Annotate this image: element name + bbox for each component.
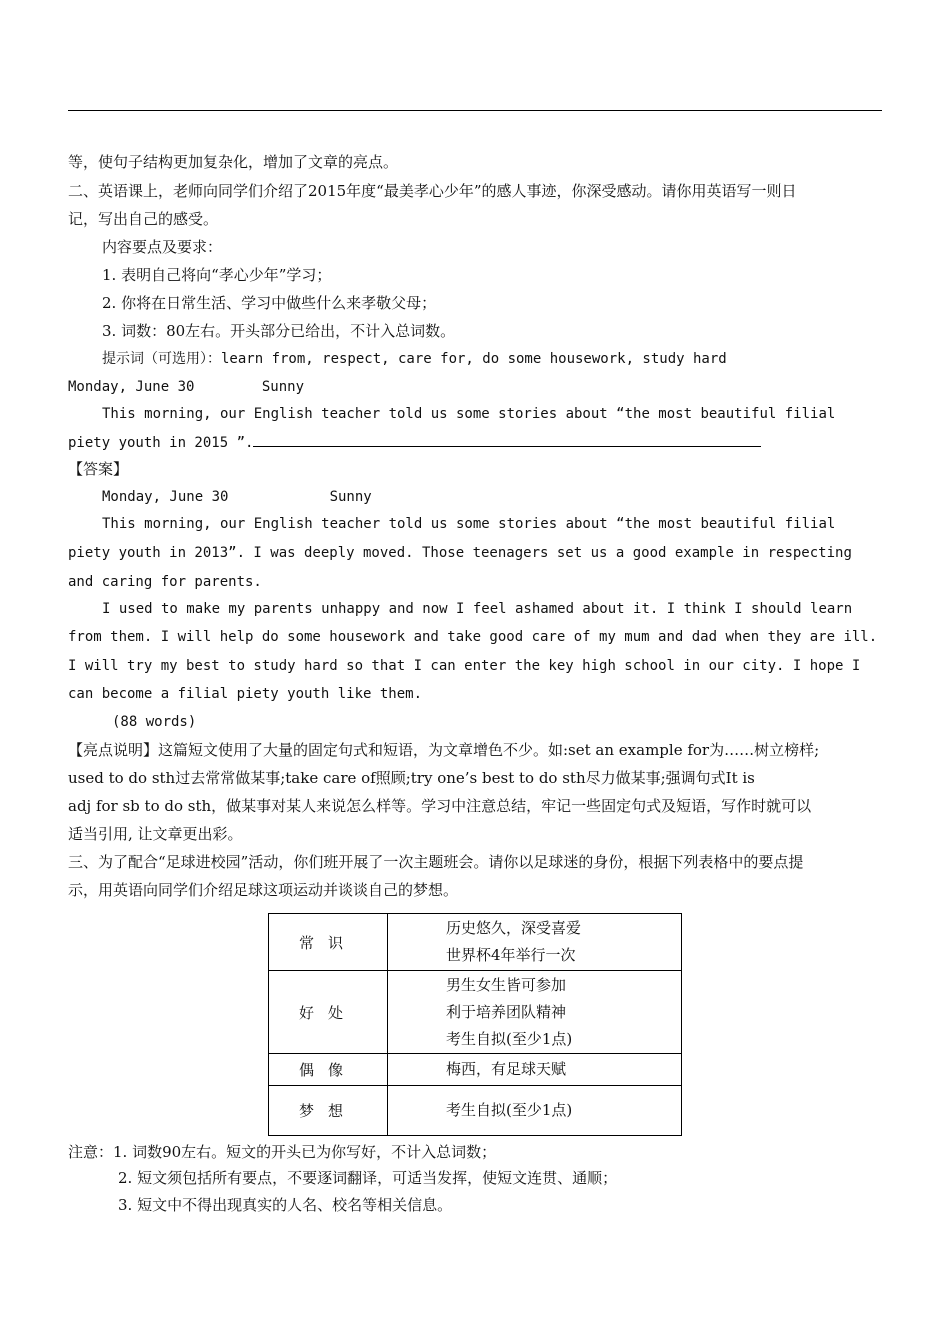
table-key: 偶像 — [269, 1054, 388, 1086]
requirement-3: 3. 词数：80左右。开头部分已给出，不计入总词数。 — [102, 322, 456, 340]
answer-line: can become a filial piety youth like them. — [68, 686, 423, 702]
table-value: 考生自拟(至少1点) — [388, 1086, 682, 1136]
table-row — [269, 1086, 682, 1136]
table-key: 梦想 — [269, 1086, 388, 1136]
text-line: 等，使句子结构更加复杂化，增加了文章的亮点。 — [68, 153, 399, 171]
answer-date: Monday, June 30 Sunny — [102, 489, 372, 505]
question-three-line-2: 示，用英语向同学们介绍足球这项运动并谈谈自己的梦想。 — [68, 881, 459, 899]
requirements-heading: 内容要点及要求： — [102, 238, 223, 256]
table-value: 历史悠久，深受喜爱 世界杯4年举行一次 — [388, 914, 682, 971]
table-row — [269, 1054, 682, 1086]
table-row — [269, 914, 682, 971]
diary-opening-2: piety youth in 2015 ”. — [68, 432, 761, 453]
answer-line: This morning, our English teacher told us some stories about “the most beautiful filial — [102, 516, 836, 532]
highlights-line: 【亮点说明】这篇短文使用了大量的固定句式和短语，为文章增色不少。如:set an example for为……树立榜样; — [68, 741, 820, 759]
requirement-1: 1. 表明自己将向“孝心少年”学习； — [102, 266, 332, 284]
answer-line: I used to make my parents unhappy and now I feel ashamed about it. I think I should learn — [102, 601, 853, 617]
question-three-line-1: 三、为了配合“足球进校园”活动，你们班开展了一次主题班会。请你以足球迷的身份，根据下列表格中的要点提 — [68, 853, 804, 871]
requirement-2: 2. 你将在日常生活、学习中做些什么来孝敬父母； — [102, 294, 437, 312]
notes-line-1: 注意：1. 词数90左右。短文的开头已为你写好，不计入总词数； — [68, 1143, 497, 1161]
answer-line: from them. I will help do some housework and take good care of my mum and dad when they are ill. — [68, 629, 878, 645]
table-value: 男生女生皆可参加 利于培养团队精神 考生自拟(至少1点) — [388, 971, 682, 1054]
highlights-line: adj for sb to do sth，做某事对某人来说怎么样等。学习中注意总结，牢记一些固定句式及短语，写作时就可以 — [68, 797, 812, 815]
answer-blank — [253, 432, 761, 447]
table-key: 好处 — [269, 971, 388, 1054]
table-value: 梅西，有足球天赋 — [388, 1054, 682, 1086]
table-row — [269, 971, 682, 1054]
highlights-line: 适当引用, 让文章更出彩。 — [68, 825, 243, 843]
header-rule — [68, 110, 882, 111]
notes-line-3: 3. 短文中不得出现真实的人名、校名等相关信息。 — [118, 1196, 453, 1214]
points-table — [268, 913, 682, 1136]
word-count: (88 words) — [112, 714, 197, 730]
notes-line-2: 2. 短文须包括所有要点，不要逐词翻译，可适当发挥，使短文连贯、通顺； — [118, 1169, 618, 1187]
highlights-line: used to do sth过去常常做某事;take care of照顾;try one’s best to do sth尽力做某事;强调句式It is — [68, 769, 755, 787]
answer-line: and caring for parents. — [68, 574, 262, 590]
question-two-line-1: 二、英语课上，老师向同学们介绍了2015年度“最美孝心少年”的感人事迹，你深受感动。请你用英语写一则日 — [68, 182, 797, 200]
answer-line: piety youth in 2013”. I was deeply moved. Those teenagers set us a good example in respecting — [68, 545, 852, 561]
table-key: 常识 — [269, 914, 388, 971]
diary-opening-1: This morning, our English teacher told us some stories about “the most beautiful filial — [102, 406, 836, 422]
diary-date: Monday, June 30 Sunny — [68, 379, 305, 395]
answer-line: I will try my best to study hard so that I can enter the key high school in our city. I hope I — [68, 658, 861, 674]
question-two-line-2: 记，写出自己的感受。 — [68, 210, 219, 228]
answer-heading: 【答案】 — [68, 460, 129, 478]
hint-words: 提示词（可选用）：learn from, respect, care for, do some housework, study hard — [102, 351, 727, 367]
